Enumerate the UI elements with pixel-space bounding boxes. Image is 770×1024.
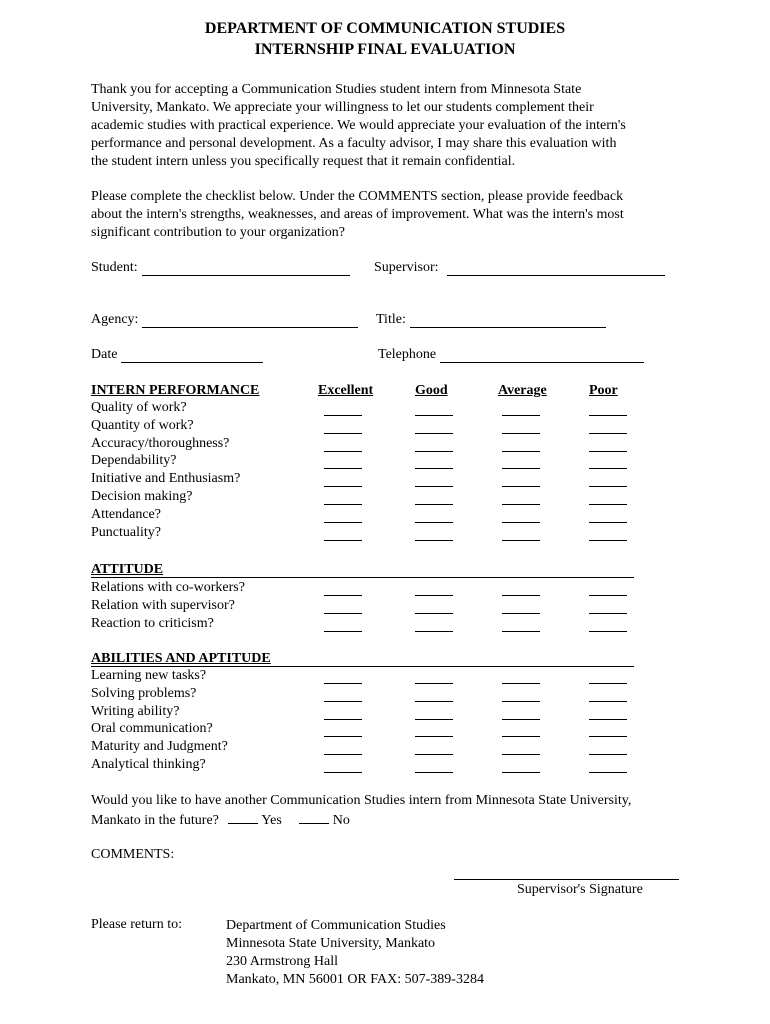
column-poor: Poor	[589, 383, 618, 398]
rating-blank-average[interactable]	[502, 753, 540, 755]
rating-blank-poor[interactable]	[589, 539, 627, 541]
intro-paragraph	[91, 81, 691, 171]
return-address	[226, 917, 484, 989]
yes-label: Yes	[261, 813, 282, 828]
rating-blank-excellent[interactable]	[324, 612, 362, 614]
rating-blank-poor[interactable]	[589, 432, 627, 434]
criterion-label: Quantity of work?	[91, 417, 194, 433]
criterion-label: Dependability?	[91, 453, 177, 469]
rating-blank-good[interactable]	[415, 682, 453, 684]
instructions-paragraph	[91, 188, 691, 242]
rating-blank-good[interactable]	[415, 700, 453, 702]
supervisor-label: Supervisor:	[374, 260, 439, 275]
rating-blank-average[interactable]	[502, 503, 540, 505]
rating-blank-average[interactable]	[502, 735, 540, 737]
column-excellent: Excellent	[318, 383, 374, 398]
intro-line: academic studies with practical experience. We would appreciate your evaluation of the intern's	[91, 118, 626, 133]
instructions-line: Please complete the checklist below. Under the COMMENTS section, please provide feedback	[91, 189, 624, 204]
intro-line: the student intern unless you specifically request that it remain confidential.	[91, 154, 516, 169]
rating-blank-average[interactable]	[502, 612, 540, 614]
no-blank[interactable]	[299, 811, 329, 824]
agency-field[interactable]	[91, 312, 358, 328]
rating-blank-good[interactable]	[415, 414, 453, 416]
rating-blank-good[interactable]	[415, 432, 453, 434]
form-subtitle: INTERNSHIP FINAL EVALUATION	[254, 41, 516, 58]
rating-blank-good[interactable]	[415, 753, 453, 755]
rating-blank-excellent[interactable]	[324, 485, 362, 487]
instructions-line: about the intern's strengths, weaknesses, and areas of improvement. What was the intern's most	[91, 207, 624, 222]
rating-blank-good[interactable]	[415, 521, 453, 523]
address-line: Department of Communication Studies	[226, 918, 446, 933]
rating-blank-poor[interactable]	[589, 700, 627, 702]
criterion-label: Writing ability?	[91, 703, 180, 719]
section-heading-abilities: ABILITIES AND APTITUDE	[91, 651, 271, 666]
criterion-label: Accuracy/thoroughness?	[91, 435, 230, 451]
rating-blank-excellent[interactable]	[324, 503, 362, 505]
telephone-label: Telephone	[378, 347, 437, 362]
rating-blank-excellent[interactable]	[324, 450, 362, 452]
rating-blank-excellent[interactable]	[324, 735, 362, 737]
rating-blank-poor[interactable]	[589, 485, 627, 487]
rating-blank-average[interactable]	[502, 432, 540, 434]
column-good: Good	[415, 383, 448, 398]
rating-blank-excellent[interactable]	[324, 682, 362, 684]
rating-blank-poor[interactable]	[589, 753, 627, 755]
rating-blank-poor[interactable]	[589, 682, 627, 684]
rating-blank-poor[interactable]	[589, 467, 627, 469]
rating-blank-average[interactable]	[502, 450, 540, 452]
rating-blank-average[interactable]	[502, 630, 540, 632]
column-average: Average	[498, 383, 547, 398]
rating-blank-poor[interactable]	[589, 630, 627, 632]
address-line: 230 Armstrong Hall	[226, 954, 338, 969]
comments-label: COMMENTS:	[91, 847, 175, 862]
rating-blank-good[interactable]	[415, 630, 453, 632]
rating-blank-good[interactable]	[415, 594, 453, 596]
rating-blank-excellent[interactable]	[324, 594, 362, 596]
rating-blank-average[interactable]	[502, 682, 540, 684]
criterion-label: Maturity and Judgment?	[91, 739, 228, 755]
student-blank[interactable]	[142, 261, 350, 276]
rating-blank-good[interactable]	[415, 503, 453, 505]
criterion-label: Attendance?	[91, 506, 161, 522]
rating-blank-good[interactable]	[415, 718, 453, 720]
no-label: No	[332, 813, 350, 828]
rating-blank-good[interactable]	[415, 612, 453, 614]
rating-blank-excellent[interactable]	[324, 539, 362, 541]
criterion-label: Solving problems?	[91, 685, 197, 701]
criterion-label: Relations with co-workers?	[91, 580, 245, 595]
rating-blank-good[interactable]	[415, 450, 453, 452]
rating-blank-poor[interactable]	[589, 735, 627, 737]
rating-blank-poor[interactable]	[589, 503, 627, 505]
future-intern-question: Would you like to have another Communication Studies intern from Minnesota State University,	[91, 793, 632, 808]
instructions-line: significant contribution to your organization?	[91, 225, 346, 240]
rating-blank-excellent[interactable]	[324, 771, 362, 773]
address-line: Minnesota State University, Mankato	[226, 936, 436, 951]
rating-blank-good[interactable]	[415, 735, 453, 737]
criterion-label: Punctuality?	[91, 524, 161, 540]
yes-blank[interactable]	[228, 811, 258, 824]
student-label: Student:	[91, 260, 138, 275]
rating-blank-good[interactable]	[415, 485, 453, 487]
rating-blank-average[interactable]	[502, 594, 540, 596]
future-intern-answer	[91, 811, 350, 829]
rating-blank-poor[interactable]	[589, 450, 627, 452]
intro-line: University, Mankato. We appreciate your willingness to let our students complement their	[91, 100, 594, 115]
rating-blank-average[interactable]	[502, 700, 540, 702]
rating-blank-average[interactable]	[502, 521, 540, 523]
supervisor-blank[interactable]	[447, 261, 665, 276]
criterion-label: Initiative and Enthusiasm?	[91, 471, 241, 487]
intro-line: Thank you for accepting a Communication Studies student intern from Minnesota State	[91, 82, 582, 97]
criterion-label: Reaction to criticism?	[91, 615, 214, 631]
signature-label: Supervisor's Signature	[517, 882, 643, 897]
date-field[interactable]	[91, 347, 263, 363]
date-label: Date	[91, 347, 118, 362]
intro-line: performance and personal development. As a faculty advisor, I may share this evaluation with	[91, 136, 617, 151]
rating-blank-average[interactable]	[502, 718, 540, 720]
section-rule	[91, 561, 634, 578]
rating-blank-excellent[interactable]	[324, 467, 362, 469]
rating-blank-average[interactable]	[502, 467, 540, 469]
criterion-label: Analytical thinking?	[91, 757, 206, 772]
section-rule	[91, 650, 634, 667]
return-label: Please return to:	[91, 917, 182, 932]
rating-blank-poor[interactable]	[589, 521, 627, 523]
rating-blank-excellent[interactable]	[324, 521, 362, 523]
rating-blank-poor[interactable]	[589, 771, 627, 773]
rating-blank-excellent[interactable]	[324, 432, 362, 434]
rating-blank-average[interactable]	[502, 539, 540, 541]
rating-blank-good[interactable]	[415, 539, 453, 541]
rating-blank-excellent[interactable]	[324, 700, 362, 702]
criterion-label: Quality of work?	[91, 400, 187, 415]
title-blank[interactable]	[410, 313, 606, 328]
section-heading-performance: INTERN PERFORMANCE	[91, 383, 260, 398]
rating-blank-average[interactable]	[502, 414, 540, 416]
supervisor-field[interactable]	[374, 260, 665, 276]
telephone-blank[interactable]	[440, 348, 644, 363]
rating-blank-excellent[interactable]	[324, 414, 362, 416]
rating-blank-good[interactable]	[415, 771, 453, 773]
rating-blank-excellent[interactable]	[324, 753, 362, 755]
rating-blank-average[interactable]	[502, 771, 540, 773]
rating-blank-poor[interactable]	[589, 594, 627, 596]
criterion-label: Decision making?	[91, 489, 193, 504]
student-field[interactable]	[91, 260, 350, 276]
title-label: Title:	[376, 312, 406, 327]
rating-blank-poor[interactable]	[589, 612, 627, 614]
signature-line[interactable]	[454, 863, 679, 880]
section-heading-attitude: ATTITUDE	[91, 562, 164, 577]
rating-blank-excellent[interactable]	[324, 718, 362, 720]
telephone-field[interactable]	[378, 347, 644, 363]
rating-blank-good[interactable]	[415, 467, 453, 469]
rating-blank-excellent[interactable]	[324, 630, 362, 632]
question-line2: Mankato in the future?	[91, 813, 219, 828]
date-blank[interactable]	[121, 348, 263, 363]
criterion-label: Oral communication?	[91, 721, 213, 737]
form-title: DEPARTMENT OF COMMUNICATION STUDIES	[204, 20, 566, 37]
agency-blank[interactable]	[142, 313, 358, 328]
criterion-label: Learning new tasks?	[91, 668, 207, 683]
criterion-label: Relation with supervisor?	[91, 597, 235, 613]
agency-label: Agency:	[91, 312, 139, 327]
rating-blank-poor[interactable]	[589, 718, 627, 720]
address-line: Mankato, MN 56001 OR FAX: 507-389-3284	[226, 972, 484, 987]
title-field[interactable]	[376, 312, 606, 328]
rating-blank-poor[interactable]	[589, 414, 627, 416]
rating-blank-average[interactable]	[502, 485, 540, 487]
